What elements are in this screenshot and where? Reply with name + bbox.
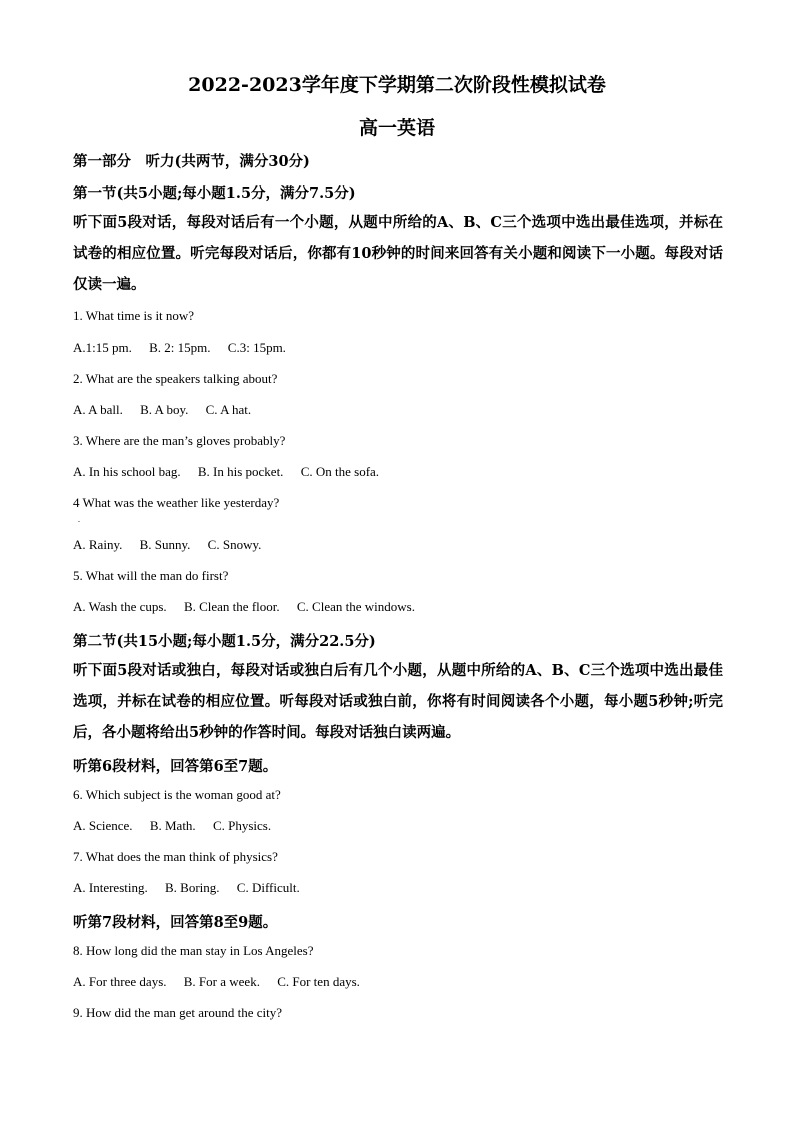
option-b: B. Clean the floor. <box>183 599 280 614</box>
question-2: 2. What are the speakers talking about? <box>73 371 278 386</box>
question-6-options <box>73 818 285 834</box>
option-a: A. For three days. <box>73 974 167 989</box>
option-a: A.1:15 pm. <box>73 340 132 355</box>
question-3-options <box>73 464 393 480</box>
section2-instructions: 听下面5段对话或独白，每段对话或独白后有几个小题，从题中所给的A、B、C三个选项中选出最佳选项，并标在试卷的相应位置。听每段对话或独白前，你将有时间阅读各个小题，每小题5秒钟;听完后，各小题将给出5秒钟的作答时间。每段对话独白读两遍。 <box>73 662 723 741</box>
option-b: B. In his pocket. <box>197 464 284 479</box>
question-1-options <box>73 340 300 356</box>
option-b: B. A boy. <box>140 402 189 417</box>
question-8: 8. How long did the man stay in Los Angeles? <box>73 943 314 958</box>
option-c: C. Snowy. <box>207 537 262 552</box>
question-5: 5. What will the man do first? <box>73 568 229 583</box>
option-b: B. 2: 15pm. <box>149 340 211 355</box>
part1-heading: 第一部分 听力(共两节，满分30分) <box>73 153 310 170</box>
material-6-heading: 听第6段材料，回答第6至7题。 <box>73 758 278 775</box>
option-a: A. Interesting. <box>73 880 148 895</box>
question-4-options <box>73 537 275 553</box>
option-a: A. Rainy. <box>73 537 123 552</box>
question-7: 7. What does the man think of physics? <box>73 849 278 864</box>
question-2-options <box>73 402 265 418</box>
option-b: B. For a week. <box>183 974 260 989</box>
option-c: C. Clean the windows. <box>296 599 415 614</box>
material-7-heading: 听第7段材料，回答第8至9题。 <box>73 914 278 931</box>
option-b: B. Sunny. <box>139 537 191 552</box>
subject-title: 高一英语 <box>358 117 435 139</box>
question-7-options <box>73 880 314 896</box>
question-8-options <box>73 974 374 990</box>
section1-heading: 第一节(共5小题;每小题1.5分，满分7.5分) <box>73 185 356 202</box>
option-a: A. Wash the cups. <box>73 599 167 614</box>
exam-title: 2022-2023学年度下学期第二次阶段性模拟试卷 <box>188 74 606 96</box>
option-c: C. On the sofa. <box>300 464 380 479</box>
option-c: C. For ten days. <box>277 974 360 989</box>
section1-instructions: 听下面5段对话，每段对话后有一个小题，从题中所给的A、B、C三个选项中选出最佳选项，并标在试卷的相应位置。听完每段对话后，你都有10秒钟的时间来回答有关小题和阅读下一小题。每段对话仅读一遍。 <box>73 214 723 293</box>
question-6: 6. Which subject is the woman good at? <box>73 787 281 802</box>
option-c: C. Difficult. <box>236 880 300 895</box>
stray-dot-mark: . <box>78 515 80 524</box>
option-c: C. Physics. <box>212 818 272 833</box>
section2-heading: 第二节(共15小题;每小题1.5分，满分22.5分) <box>73 633 376 650</box>
option-a: A. A ball. <box>73 402 123 417</box>
question-5-options <box>73 599 429 615</box>
question-1: 1. What time is it now? <box>73 308 195 323</box>
option-a: A. Science. <box>73 818 133 833</box>
option-a: A. In his school bag. <box>73 464 181 479</box>
question-4: 4 What was the weather like yesterday? <box>73 495 280 510</box>
question-3: 3. Where are the man’s gloves probably? <box>73 433 286 448</box>
option-c: C.3: 15pm. <box>227 340 286 355</box>
option-c: C. A hat. <box>205 402 252 417</box>
option-b: B. Boring. <box>164 880 220 895</box>
option-b: B. Math. <box>149 818 196 833</box>
question-9: 9. How did the man get around the city? <box>73 1005 283 1020</box>
